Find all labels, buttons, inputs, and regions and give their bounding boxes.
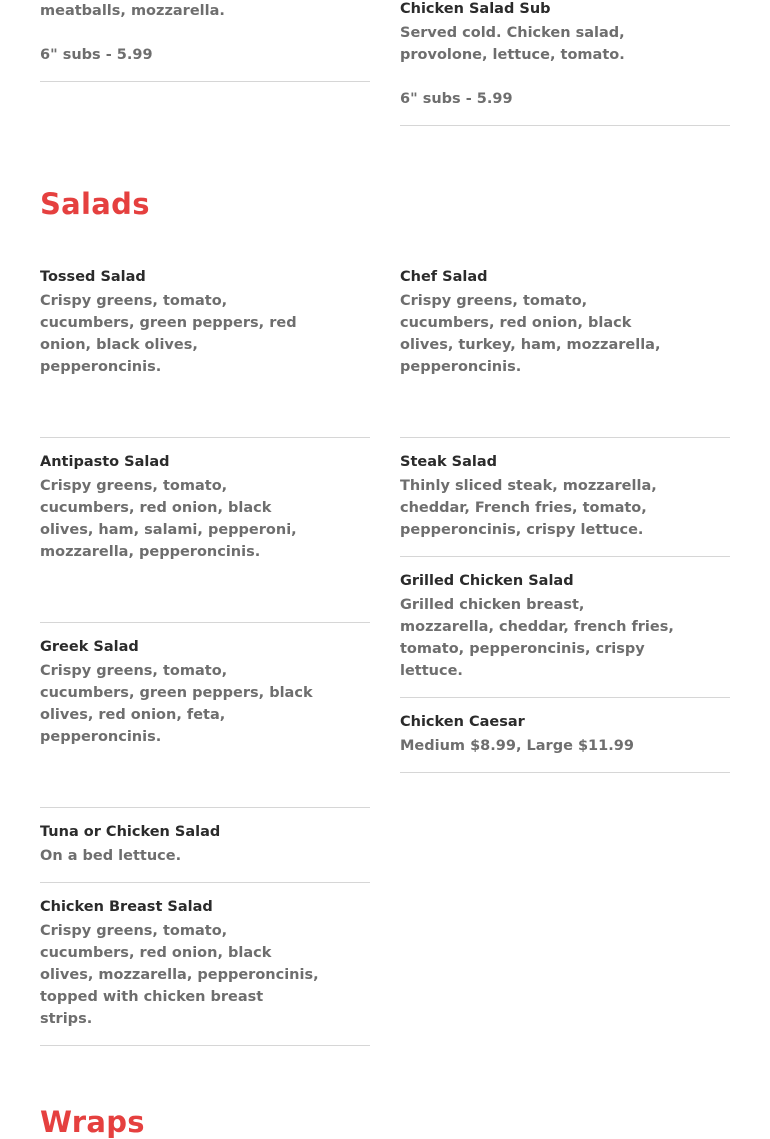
description-line: topped with chicken breast (40, 989, 264, 1005)
description-line: onion, black olives, (40, 337, 198, 353)
description-line: mozzarella, pepperoncinis. (40, 544, 261, 560)
menu-item-title: Chef Salad (400, 269, 488, 285)
description-line: cheddar, French fries, tomato, (400, 500, 647, 516)
description-line: pepperoncinis, crispy lettuce. (400, 522, 644, 538)
menu-item-price: 6" subs - 5.99 (40, 47, 153, 63)
item-divider (40, 622, 370, 623)
menu-item-description (40, 475, 297, 563)
description-line: cucumbers, red onion, black (40, 945, 272, 961)
item-divider (40, 807, 370, 808)
menu-item-description (40, 290, 297, 378)
menu-item-title: Chicken Salad Sub (400, 1, 551, 17)
menu-item-title: Chicken Caesar (400, 714, 525, 730)
description-line: cucumbers, green peppers, red (40, 315, 297, 331)
menu-item-description (400, 594, 674, 682)
item-divider (40, 437, 370, 438)
description-line: Crispy greens, tomato, (40, 478, 228, 494)
menu-item-title: Tossed Salad (40, 269, 146, 285)
description-line: Thinly sliced steak, mozzarella, (400, 478, 657, 494)
item-divider (40, 882, 370, 883)
description-line: Grilled chicken breast, (400, 597, 585, 613)
description-line: cucumbers, red onion, black (400, 315, 632, 331)
description-line: mozzarella, cheddar, french fries, (400, 619, 674, 635)
description-line: Crispy greens, tomato, (40, 923, 228, 939)
description-line: provolone, lettuce, tomato. (400, 47, 625, 63)
description-line: olives, red onion, feta, (40, 707, 226, 723)
item-divider (40, 1045, 370, 1046)
description-line: cucumbers, red onion, black (40, 500, 272, 516)
menu-item-description (400, 290, 660, 378)
description-line: pepperoncinis. (40, 359, 162, 375)
item-divider (400, 697, 730, 698)
menu-item-description (400, 475, 657, 541)
description-line: tomato, pepperoncinis, crispy (400, 641, 645, 657)
menu-item-description (400, 22, 625, 66)
description-line: Crispy greens, tomato, (400, 293, 588, 309)
description-line: cucumbers, green peppers, black (40, 685, 313, 701)
description-line: Served cold. Chicken salad, (400, 25, 625, 41)
menu-item-description (40, 920, 319, 1030)
description-line: pepperoncinis. (400, 359, 522, 375)
menu-item-title: Steak Salad (400, 454, 498, 470)
item-divider (400, 772, 730, 773)
description-line: Crispy greens, tomato, (40, 293, 228, 309)
item-divider (400, 125, 730, 126)
section-heading-salads: Salads (40, 187, 150, 221)
menu-item-title: Grilled Chicken Salad (400, 573, 574, 589)
menu-item-description (40, 845, 181, 867)
description-line: meatballs, mozzarella. (40, 3, 225, 19)
menu-item-description (400, 735, 634, 757)
item-divider (400, 437, 730, 438)
description-line: Crispy greens, tomato, (40, 663, 228, 679)
section-heading-wraps: Wraps (40, 1105, 145, 1139)
menu-item-title: Greek Salad (40, 639, 139, 655)
menu-item-price: 6" subs - 5.99 (400, 91, 513, 107)
item-divider (40, 81, 370, 82)
menu-item-title: Tuna or Chicken Salad (40, 824, 221, 840)
description-line: pepperoncinis. (40, 729, 162, 745)
description-line: olives, turkey, ham, mozzarella, (400, 337, 661, 353)
description-line: On a bed lettuce. (40, 848, 182, 864)
description-line: olives, mozzarella, pepperoncinis, (40, 967, 319, 983)
description-line: olives, ham, salami, pepperoni, (40, 522, 297, 538)
menu-item-title: Antipasto Salad (40, 454, 170, 470)
menu-item-description (40, 0, 225, 22)
item-divider (400, 556, 730, 557)
menu-item-description (40, 660, 313, 748)
menu-item-title: Chicken Breast Salad (40, 899, 213, 915)
description-line: lettuce. (400, 663, 463, 679)
description-line: Medium $8.99, Large $11.99 (400, 738, 634, 754)
description-line: strips. (40, 1011, 93, 1027)
